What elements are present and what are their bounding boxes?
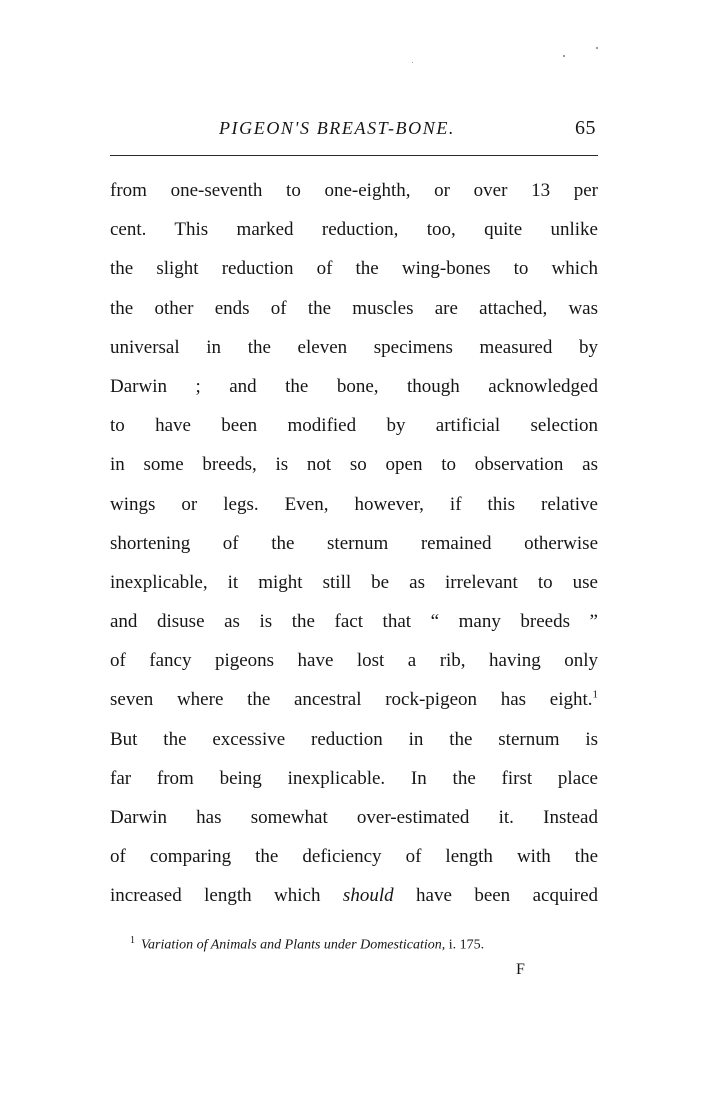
text-line: shortening of the sternum remained otherwise bbox=[110, 532, 598, 554]
footnote bbox=[130, 935, 600, 954]
body-text bbox=[110, 171, 598, 916]
text-line: wings or legs. Even, however, if this relative bbox=[110, 493, 598, 515]
text-line: Darwin has somewhat over-estimated it. Instead bbox=[110, 807, 598, 828]
text-line: Darwin ; and the bone, though acknowledged bbox=[110, 375, 598, 397]
running-title: PIGEON'S BREAST-BONE. bbox=[218, 118, 456, 138]
text-line: of comparing the deficiency of length with the bbox=[110, 846, 598, 868]
text-line: But the excessive reduction in the sternum is bbox=[110, 728, 598, 750]
text-line: the other ends of the muscles are attached, was bbox=[110, 297, 598, 319]
text-line: increased length which should have been acquired bbox=[110, 885, 599, 907]
footnote-reference-text: i. 175. bbox=[448, 937, 485, 953]
scan-speck bbox=[412, 62, 413, 63]
text-line: far from being inexplicable. In the first place bbox=[110, 767, 598, 789]
running-head bbox=[110, 118, 598, 144]
text-line: cent. This marked reduction, too, quite unlike bbox=[110, 219, 598, 241]
scan-speck bbox=[563, 55, 565, 57]
page-number: 65 bbox=[575, 117, 596, 139]
footnote-citation: Variation of Animals and Plants under Domestication, bbox=[141, 937, 446, 953]
text-line: from one-seventh to one-eighth, or over 13 per bbox=[110, 180, 598, 201]
text-line: seven where the ancestral rock-pigeon has eight.$^1$ bbox=[110, 689, 598, 711]
emphasized-word: should bbox=[342, 885, 394, 907]
footnote-marker: 1 bbox=[130, 935, 135, 946]
text-line: to have been modified by artificial selection bbox=[110, 415, 598, 437]
scan-speck bbox=[596, 47, 598, 49]
text-line: of fancy pigeons have lost a rib, having only bbox=[110, 650, 598, 672]
text-line: in some breeds, is not so open to observation as bbox=[110, 454, 598, 476]
header-rule bbox=[110, 155, 598, 156]
text-line: inexplicable, it might still be as irrelevant to use bbox=[110, 571, 598, 593]
text-line: the slight reduction of the wing-bones to which bbox=[110, 258, 598, 280]
footnote-reference: 1 bbox=[592, 689, 598, 702]
text-line: universal in the eleven specimens measured by bbox=[110, 336, 598, 358]
signature-mark: F bbox=[516, 961, 526, 978]
text-line: and disuse as is the fact that “ many breeds ” bbox=[110, 611, 598, 633]
